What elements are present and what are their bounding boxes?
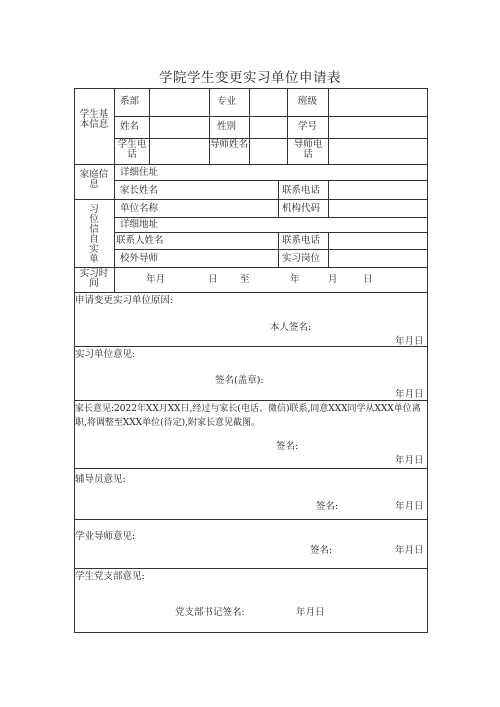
label-student-id: 学号 bbox=[298, 121, 318, 132]
period-to: 至 bbox=[240, 274, 250, 285]
section-divider bbox=[74, 199, 428, 200]
label-mentor: 校外导师 bbox=[120, 253, 159, 264]
col-line bbox=[328, 232, 329, 267]
row-divider bbox=[114, 232, 428, 233]
label-dept: 系部 bbox=[120, 96, 140, 107]
row-divider bbox=[114, 217, 428, 218]
row-divider bbox=[114, 138, 428, 139]
section-divider bbox=[74, 346, 428, 347]
label-class: 班级 bbox=[298, 96, 318, 107]
col-line bbox=[278, 232, 279, 267]
col-line bbox=[209, 88, 210, 164]
label-contact-name: 联系人姓名 bbox=[116, 235, 164, 246]
page-title: 学院学生变更实习单位申请表 bbox=[159, 70, 341, 86]
row-divider bbox=[114, 180, 428, 181]
advisor-opinion-sign: 签名: bbox=[310, 545, 333, 556]
form-border-top bbox=[74, 88, 428, 89]
party-opinion-date: 年月日 bbox=[296, 607, 325, 618]
section-label-basic: 学生基本信息 bbox=[79, 109, 109, 130]
col-line bbox=[328, 199, 329, 217]
section-divider bbox=[74, 519, 428, 520]
col-line bbox=[328, 180, 329, 199]
reason-sign: 本人签名: bbox=[270, 322, 312, 333]
parent-opinion-text: 家长意见:2022年XX月XX日,经过与家长(电话、微信)联系,同意XXX同学从XXX单位离职,将调整至XXX单位(待定),附家长意见截图。 bbox=[75, 404, 421, 428]
form-border-bottom bbox=[74, 632, 428, 633]
label-unit-address: 详细地址 bbox=[120, 219, 159, 230]
counselor-opinion-sign: 签名: bbox=[316, 501, 339, 512]
reason-date: 年月日 bbox=[395, 336, 424, 347]
label-contact-phone: 联系电话 bbox=[282, 235, 321, 246]
col-line bbox=[328, 88, 329, 164]
label-parent-name: 家长姓名 bbox=[120, 185, 159, 196]
advisor-opinion-label: 学业导师意见: bbox=[75, 531, 136, 542]
label-post: 实习岗位 bbox=[282, 253, 321, 264]
period-from-d: 日 bbox=[208, 274, 218, 285]
label-phone: 学生电话 bbox=[117, 139, 147, 160]
section-label-family: 家庭信息 bbox=[79, 169, 109, 190]
counselor-opinion-label: 辅导员意见: bbox=[75, 474, 126, 485]
period-to-d: 日 bbox=[363, 274, 373, 285]
label-family-phone: 联系电话 bbox=[282, 185, 321, 196]
section-divider bbox=[74, 568, 428, 569]
period-to-m: 月 bbox=[328, 274, 338, 285]
label-name: 姓名 bbox=[120, 121, 140, 132]
label-gender: 性别 bbox=[217, 121, 237, 132]
row-divider bbox=[114, 249, 428, 250]
col-line bbox=[278, 180, 279, 199]
period-to-y: 年 bbox=[290, 274, 300, 285]
label-org-code: 机构代码 bbox=[282, 203, 321, 214]
label-home-address: 详细住址 bbox=[120, 167, 159, 178]
form-border-left bbox=[74, 88, 75, 633]
form-border-right bbox=[427, 88, 428, 633]
reason-label: 申请变更实习单位原因: bbox=[75, 295, 174, 306]
col-line bbox=[287, 88, 288, 164]
section-divider bbox=[74, 400, 428, 401]
col-line bbox=[149, 88, 150, 164]
party-opinion-label: 学生党支部意见: bbox=[75, 571, 145, 582]
row-divider bbox=[114, 116, 428, 117]
col-line bbox=[249, 88, 250, 164]
period-from-ym: 年月 bbox=[146, 274, 166, 285]
section-label-internship: 习位信自实单 bbox=[89, 204, 99, 265]
section-divider bbox=[74, 292, 428, 293]
unit-opinion-label: 实习单位意见: bbox=[75, 349, 136, 360]
party-opinion-sign: 党支部书记签名: bbox=[175, 607, 245, 618]
unit-opinion-date: 年月日 bbox=[395, 389, 424, 400]
parent-opinion-sign: 签名: bbox=[276, 441, 299, 452]
unit-opinion-sign: 签名(盖章): bbox=[215, 375, 264, 386]
section-divider bbox=[74, 164, 428, 165]
application-form bbox=[74, 88, 428, 633]
label-major: 专业 bbox=[217, 96, 237, 107]
section-divider bbox=[74, 468, 428, 469]
counselor-opinion-date: 年月日 bbox=[395, 501, 424, 512]
col-line bbox=[278, 199, 279, 217]
label-unit-name: 单位名称 bbox=[120, 203, 159, 214]
label-column-line bbox=[114, 88, 115, 292]
label-advisor-phone: 导师电话 bbox=[293, 139, 323, 160]
advisor-opinion-date: 年月日 bbox=[395, 545, 424, 556]
parent-opinion-date: 年月日 bbox=[395, 455, 424, 466]
section-divider bbox=[74, 267, 428, 268]
label-advisor-name: 导师姓名 bbox=[210, 139, 249, 150]
label-period: 实习时间 bbox=[79, 268, 109, 289]
